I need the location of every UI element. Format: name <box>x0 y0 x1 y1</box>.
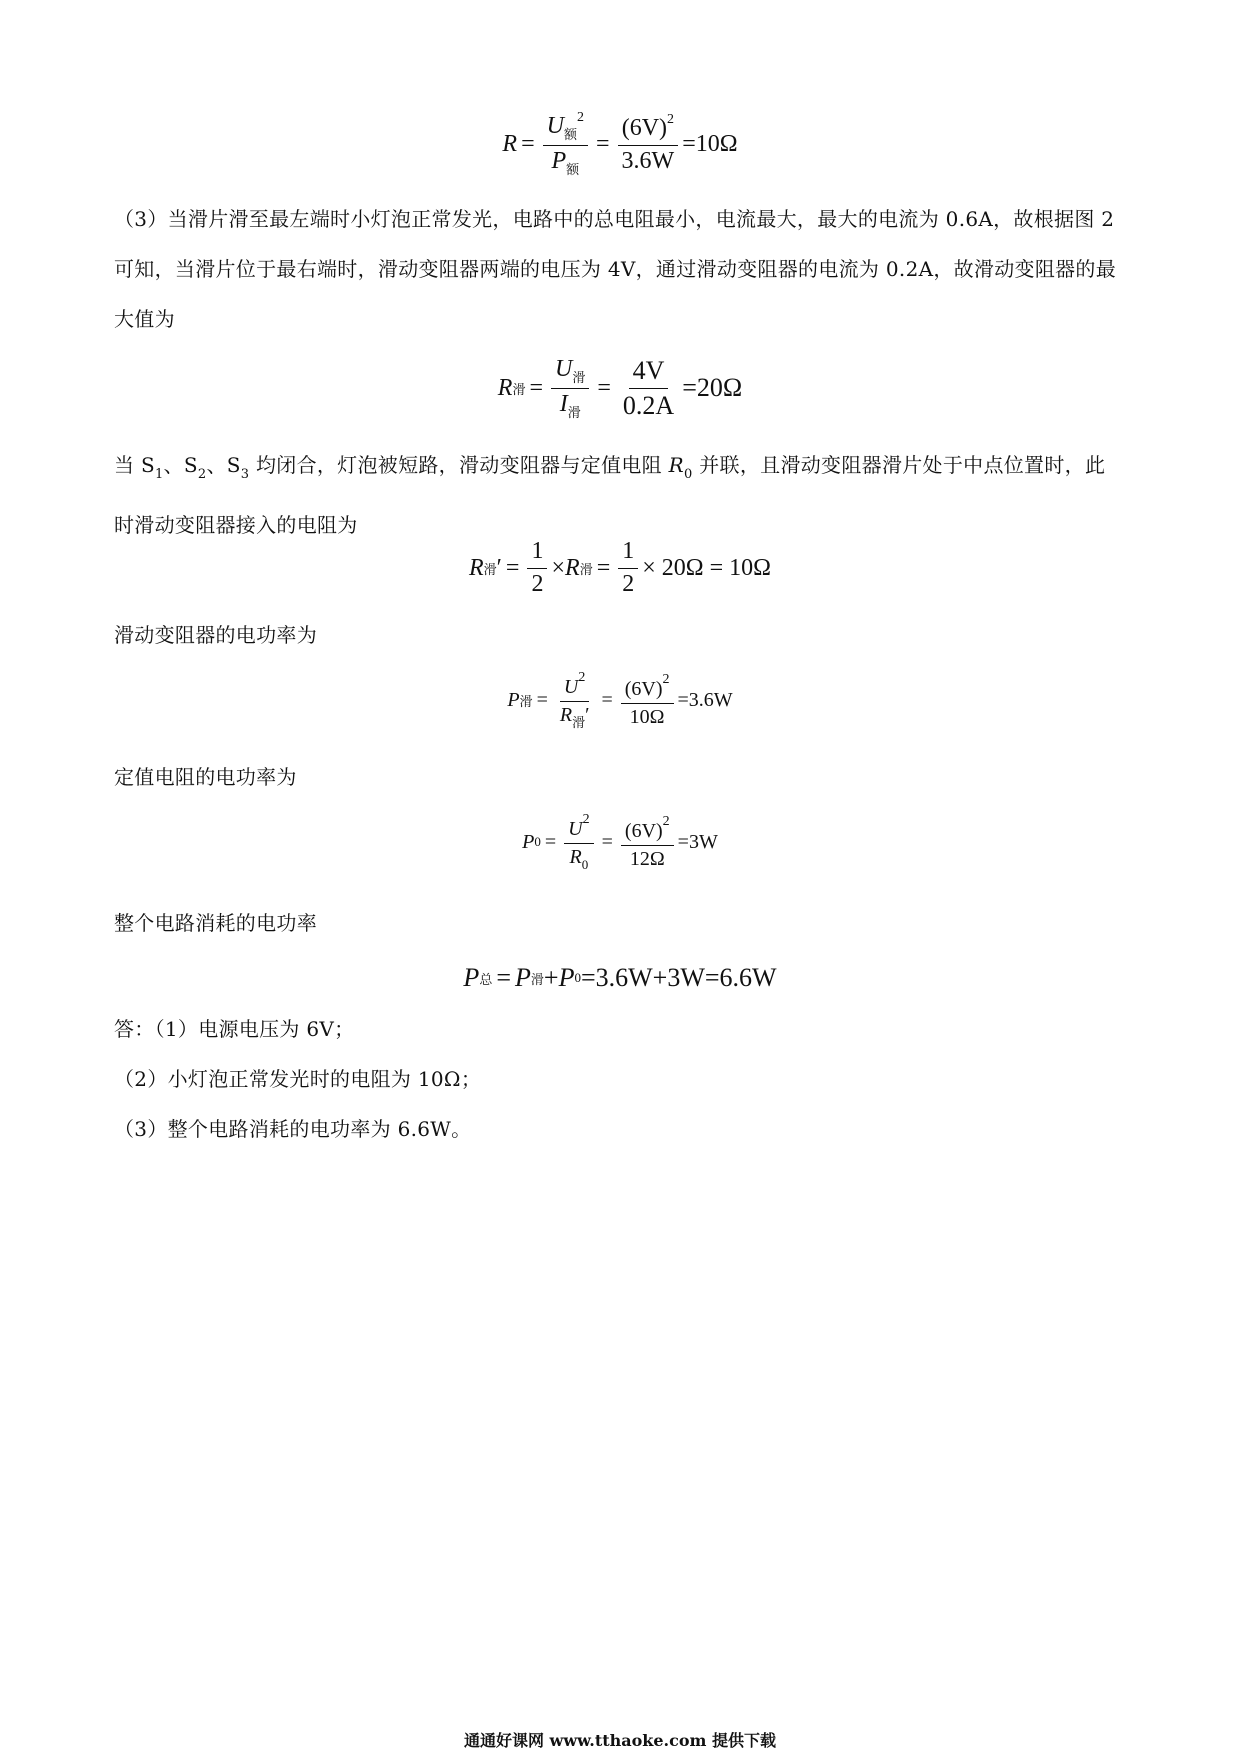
paragraph-total-power: 整个电路消耗的电功率 <box>114 911 317 935</box>
eq2-num-sub: 滑 <box>572 369 586 385</box>
eq1-num-var: U <box>546 113 564 140</box>
eq4-den-sub: 滑 <box>572 714 586 730</box>
eq4-rhs-den: 10Ω <box>629 705 665 728</box>
eq1-den-sub: 额 <box>566 162 580 177</box>
eq3-fraction-b <box>618 538 638 598</box>
eq2-lhs-var: R <box>497 374 513 401</box>
eq3-fraction-a <box>527 538 547 598</box>
eq1-den-var: P <box>551 148 567 174</box>
eq4-fraction-b <box>621 672 674 729</box>
eq4-num-sup: 2 <box>578 669 586 685</box>
eq3-frac-b-den: 2 <box>622 570 635 597</box>
eq6-term1-var: P <box>515 963 531 992</box>
page-footer: 通通好课网 www.tthaoke.com 提供下载 <box>463 1731 777 1750</box>
equation-total-power: P 总 = P 滑 + P 0 =3.6W+3W=6.6W <box>463 963 777 992</box>
eq4-den-prime: ′ <box>585 703 590 726</box>
eq5-result: =3W <box>677 830 718 853</box>
eq3-lhs-sub: 滑 <box>483 561 497 577</box>
para2-text-a: 当 S <box>114 453 155 477</box>
eq4-lhs-sub: 滑 <box>519 693 533 709</box>
paragraph-fixed-resistor-power: 定值电阻的电功率为 <box>114 765 297 789</box>
eq2-result: =20Ω <box>682 373 743 402</box>
eq3-mid-sub: 滑 <box>579 561 593 577</box>
para2-text-c: 、S <box>206 453 241 477</box>
eq6-lhs-var: P <box>463 963 480 992</box>
eq1-num-sup: 2 <box>577 110 584 126</box>
para2-text-e: 并联，且滑动变阻器滑片处于中点位置时，此时滑动变阻器接入的电阻为 <box>114 453 1106 537</box>
eq3-frac-a-num: 1 <box>527 538 547 569</box>
eq3-tail: × 20Ω = 10Ω <box>642 554 771 581</box>
eq5-num-sup: 2 <box>582 811 590 827</box>
para2-sub-2: 2 <box>197 467 207 482</box>
para2-sub-3: 3 <box>240 467 250 482</box>
equation-half-resistance: R 滑 ′ = $\frac{1}{2}$ × R 滑 = $\frac{1}{2}$ × 20Ω = 10Ω <box>468 537 771 597</box>
answer-2: （2）小灯泡正常发光时的电阻为 10Ω； <box>114 1067 482 1091</box>
para2-sub-1: 1 <box>154 467 164 482</box>
eq5-rhs-den: 12Ω <box>629 847 665 870</box>
eq3-prime: ′ <box>496 554 502 581</box>
eq2-lhs-sub: 滑 <box>512 381 526 397</box>
eq3-frac-a-den: 2 <box>531 570 544 597</box>
eq2-rhs-den: 0.2A <box>622 390 675 420</box>
eq3-frac-b-num: 1 <box>618 538 638 569</box>
eq5-rhs-num-sup: 2 <box>662 813 670 829</box>
eq6-lhs-sub: 总 <box>479 971 493 987</box>
eq2-den-var: I <box>559 390 568 417</box>
eq2-rhs-num: 4V <box>629 356 669 389</box>
eq1-lhs: R <box>502 130 518 157</box>
eq1-result: =10Ω <box>682 130 738 157</box>
eq3-lhs-var: R <box>468 554 484 581</box>
eq4-rhs-num: (6V) <box>624 677 663 700</box>
eq5-lhs-sub: 0 <box>534 834 541 849</box>
eq6-term1-sub: 滑 <box>530 971 544 987</box>
eq5-fraction-b <box>621 814 674 871</box>
eq2-fraction-a <box>551 356 589 421</box>
paragraph-part3-intro: （3）当滑片滑至最左端时小灯泡正常发光，电路中的总电阻最小，电流最大，最大的电流为 0.6A，故根据图 2 可知，当滑片位于最右端时，滑动变阻器两端的电压为 4V，通过滑动变阻器的电流为 0.2A，故滑动变阻器的最大值为 <box>114 207 1117 331</box>
eq4-rhs-num-sup: 2 <box>662 671 670 687</box>
para2-text-b: 、S <box>163 453 198 477</box>
eq6-term2-sub: 0 <box>574 970 581 985</box>
equation-fixed-resistor-power: P 0 = $\frac{U^2}{R_0}$ = $\frac{(6V)^2}{12\Omega}$ =3W <box>522 811 718 872</box>
eq1-rhs-num-sup: 2 <box>667 112 675 128</box>
para2-r0-sub: 0 <box>684 467 693 482</box>
eq2-fraction-b <box>619 356 678 421</box>
eq5-num-var: U <box>568 817 583 840</box>
equation-rheostat-max: R 滑 = $\frac{U_滑}{I_滑}$ = $\frac{4V}{0.2A}$ =20Ω <box>497 355 743 420</box>
eq1-fraction-a <box>543 110 588 178</box>
para2-text-d: 均闭合，灯泡被短路，滑动变阻器与定值电阻 <box>249 453 669 477</box>
answer-3: （3）整个电路消耗的电功率为 6.6W。 <box>114 1117 472 1141</box>
eq5-rhs-num: (6V) <box>624 819 663 842</box>
eq3-times: × <box>551 554 566 581</box>
eq5-den-sub: 0 <box>581 856 589 872</box>
eq2-num-var: U <box>555 355 573 382</box>
eq3-mid-var: R <box>565 554 580 581</box>
eq4-den-var: R <box>559 703 573 726</box>
answer-1: 答：（1）电源电压为 6V； <box>114 1017 355 1041</box>
eq5-lhs-var: P <box>522 830 535 853</box>
eq4-result: =3.6W <box>677 688 733 711</box>
eq4-fraction-a <box>556 670 594 731</box>
equation-lamp-resistance: R = $\frac{U_额^2}{P_额}$ = $\frac{(6V)^2}{3.6W}$ =10Ω <box>502 110 738 177</box>
eq1-rhs-den: 3.6W <box>621 148 675 174</box>
para2-r0-var: R <box>668 453 685 477</box>
paragraph-rheostat-power: 滑动变阻器的电功率为 <box>114 623 317 647</box>
eq5-fraction-a <box>564 812 593 873</box>
eq2-den-sub: 滑 <box>567 404 581 420</box>
eq1-rhs-num: (6V) <box>621 115 668 142</box>
eq1-fraction-b <box>618 112 679 175</box>
eq1-num-sub: 额 <box>563 127 577 143</box>
eq4-lhs-var: P <box>507 688 520 711</box>
eq6-term2-var: P <box>558 963 575 992</box>
eq5-den-var: R <box>569 845 582 868</box>
equation-rheostat-power: P 滑 = $\frac{U^2}{R_滑'}$ = $\frac{(6V)^2}{10\Omega}$ =3.6W <box>507 669 733 730</box>
eq4-num-var: U <box>563 675 579 698</box>
eq6-result: =3.6W+3W=6.6W <box>580 963 777 992</box>
